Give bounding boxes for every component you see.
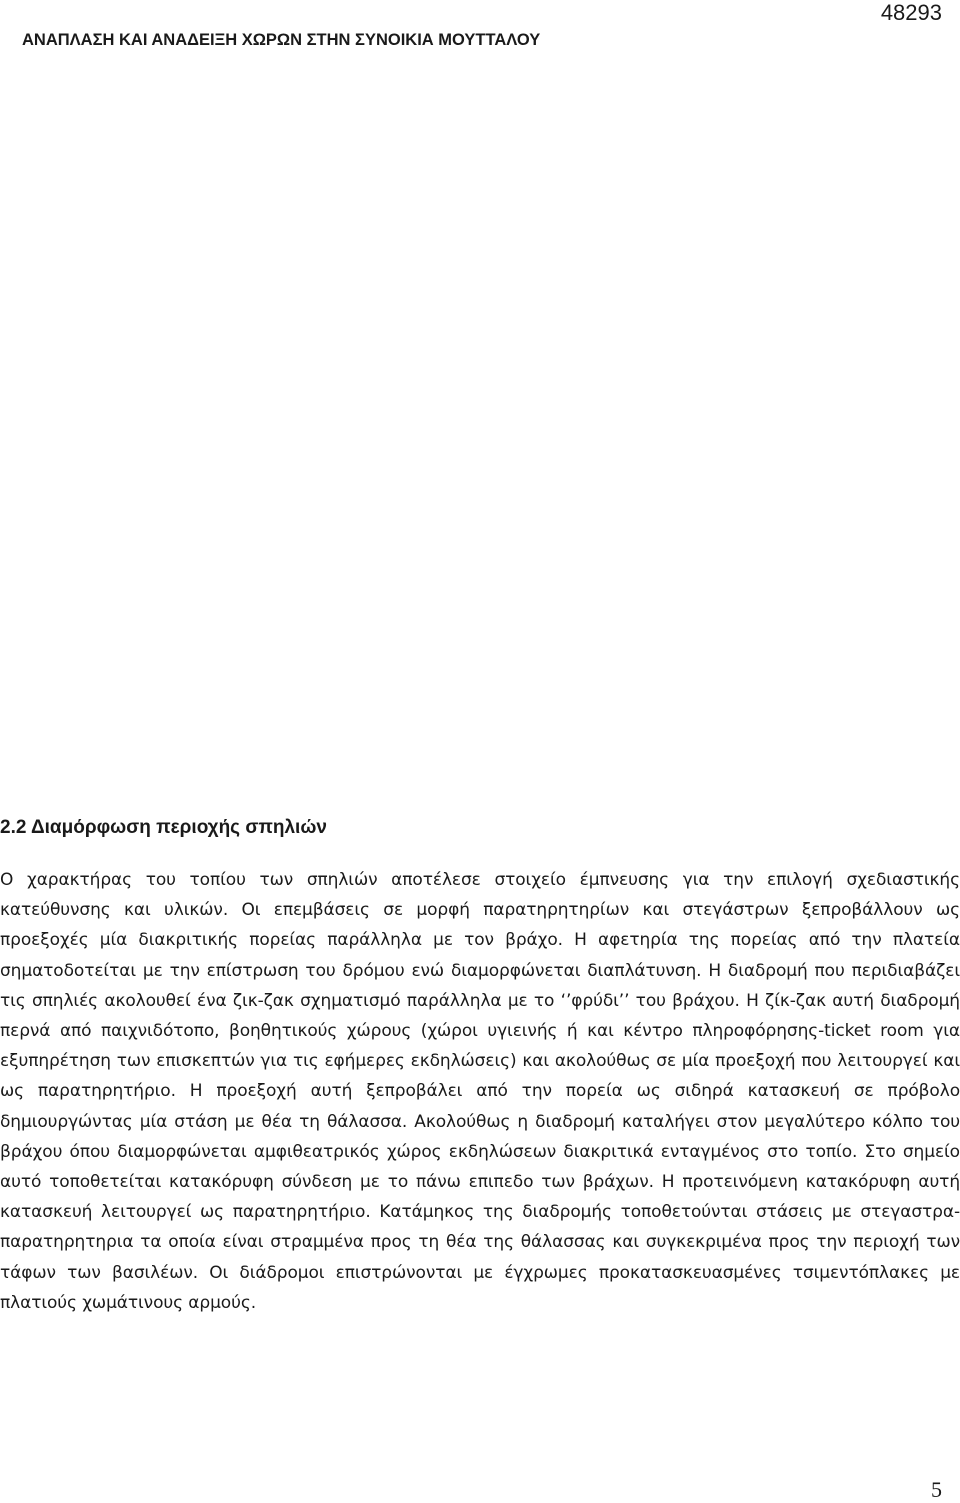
- body-paragraph: Ο χαρακτήρας του τοπίου των σπηλιών αποτέλεσε στοιχείο έμπνευσης για την επιλογή σχεδιαστικής κατεύθυνσης και υλικών. Οι επεμβάσεις σε μορφή παρατηρητηρίων και στεγάστρων ξεπροβάλλουν ως προεξοχές μία διακριτικής πορείας παράλληλα με τον βράχο. Η αφετηρία της πορείας από την πλατεία σηματοδοτείται με την επίστρωση του δρόμου ενώ διαμορφώνεται διαπλάτυνση. Η διαδρομή που περιδιαβάζει τις σπηλιές ακολουθεί ένα ζικ-ζακ σχηματισμό παράλληλα με το ‘’φρύδι’’ του βράχου. Η ζίκ-ζακ αυτή διαδρομή περνά από παιχνιδότοπο, βοηθητικούς χώρους (χώροι υγιεινής ή και κέντρο πληροφόρησης-ticket room για εξυπηρέτηση των επισκεπτών για τις εφήμερες εκδηλώσεις) και ακολούθως σε μία προεξοχή που λειτουργεί και ως παρατηρητήριο. Η προεξοχή αυτή ξεπροβάλει από την πορεία ως σιδηρά κατασκευή σε πρόβολο δημιουργώντας μία στάση με θέα τη θάλασσα. Ακολούθως η διαδρομή καταλήγει στον μεγαλύτερο κόλπο του βράχου όπου διαμορφώνεται αμφιθεατρικός χώρος εκδηλώσεων διακριτικά ενταγμένος στο τοπίο. Στο σημείο αυτό τοποθετείται κατακόρυφη σύνδεση με το πάνω επιπεδο των βράχων. Η προτεινόμενη κατακόρυφη αυτή κατασκευή λειτουργεί ως παρατηρητήριο. Κατάμηκος της διαδρομής τοποθετούνται στάσεις με στεγαστρα-παρατηρητηρια τα οποία είναι στραμμένα προς τη θέα της θάλασσας και συγκεκριμένα προς την περιοχή των τάφων των βασιλέων. Οι διάδρομοι επιστρώνονται με έγχρωμες προκατασκευασμένες τσιμεντόπλακες με πλατιούς χωμάτινους αρμούς.: [0, 870, 960, 1313]
- page-number: 5: [931, 1477, 942, 1502]
- document-header-title: ΑΝΑΠΛΑΣΗ ΚΑΙ ΑΝΑΔΕΙΞΗ ΧΩΡΩΝ ΣΤΗΝ ΣΥΝΟΙΚΙΑ ΜΟΥΤΤΑΛΟΥ: [22, 31, 541, 49]
- document-number: 48293: [880, 0, 942, 25]
- section-heading: 2.2 Διαμόρφωση περιοχής σπηλιών: [0, 817, 327, 838]
